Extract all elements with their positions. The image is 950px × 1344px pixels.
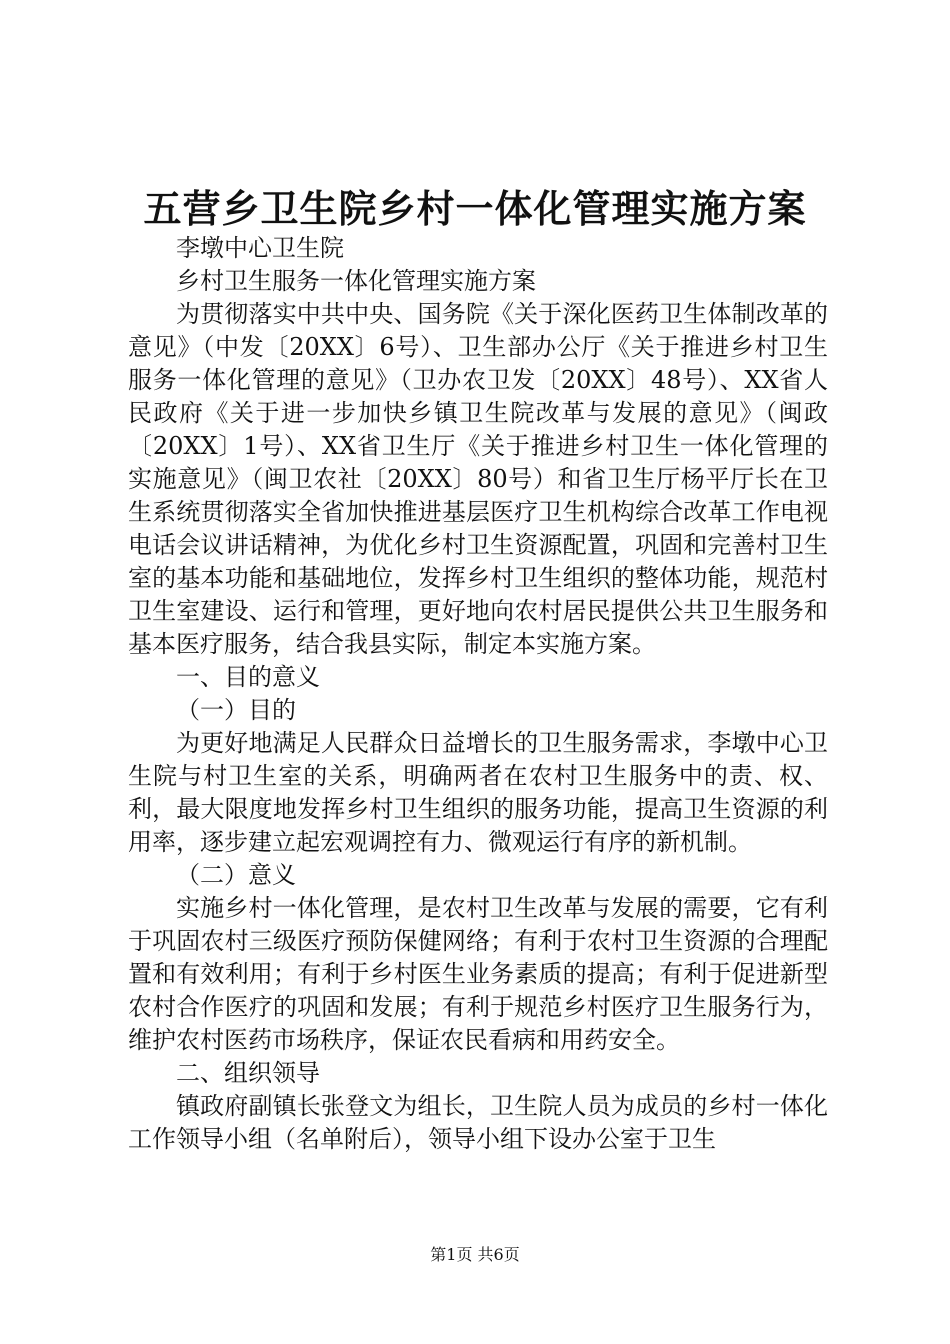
- paragraph-introduction: 为贯彻落实中共中央、国务院《关于深化医药卫生体制改革的意见》（中发〔20XX〕6号）、卫生部办公厅《关于推进乡村卫生服务一体化管理的意见》（卫办农卫发〔20XX〕48号）、XX省人民政府《关于进一步加快乡镇卫生院改革与发展的意见》（闽政〔20XX〕1号）、XX省卫生厅《关于推进乡村卫生一体化管理的实施意见》（闽卫农社〔20XX〕80号）和省卫生厅杨平厅长在卫生系统贯彻落实全省加快推进基层医疗卫生机构综合改革工作电视电话会议讲话精神，为优化乡村卫生资源配置，巩固和完善村卫生室的基本功能和基础地位，发挥乡村卫生组织的整体功能，规范村卫生室建设、运行和管理，更好地向农村居民提供公共卫生服务和基本医疗服务，结合我县实际，制定本实施方案。: [128, 300, 828, 658]
- subsection-heading-goal: （一）目的: [176, 696, 296, 724]
- paragraph-organization: 李墩中心卫生院: [176, 234, 344, 262]
- paragraph-leadership: 镇政府副镇长张登文为组长，卫生院人员为成员的乡村一体化工作领导小组（名单附后），领导小组下设办公室于卫生: [128, 1092, 828, 1153]
- document-body: [128, 232, 828, 1156]
- section-heading-purpose: 一、目的意义: [176, 663, 320, 691]
- paragraph-subtitle: 乡村卫生服务一体化管理实施方案: [176, 267, 536, 295]
- subsection-heading-significance: （二）意义: [176, 861, 296, 889]
- page-footer: 第1页 共6页: [430, 1245, 520, 1264]
- section-heading-leadership: 二、组织领导: [176, 1059, 320, 1087]
- document-title: 五营乡卫生院乡村一体化管理实施方案: [143, 186, 807, 231]
- paragraph-goal: 为更好地满足人民群众日益增长的卫生服务需求，李墩中心卫生院与村卫生室的关系，明确两者在农村卫生服务中的责、权、利，最大限度地发挥乡村卫生组织的服务功能，提高卫生资源的利用率，逐步建立起宏观调控有力、微观运行有序的新机制。: [128, 729, 828, 856]
- paragraph-significance: 实施乡村一体化管理，是农村卫生改革与发展的需要，它有利于巩固农村三级医疗预防保健网络；有利于农村卫生资源的合理配置和有效利用；有利于乡村医生业务素质的提高；有利于促进新型农村合作医疗的巩固和发展；有利于规范乡村医疗卫生服务行为，维护农村医药市场秩序，保证农民看病和用药安全。: [128, 894, 828, 1054]
